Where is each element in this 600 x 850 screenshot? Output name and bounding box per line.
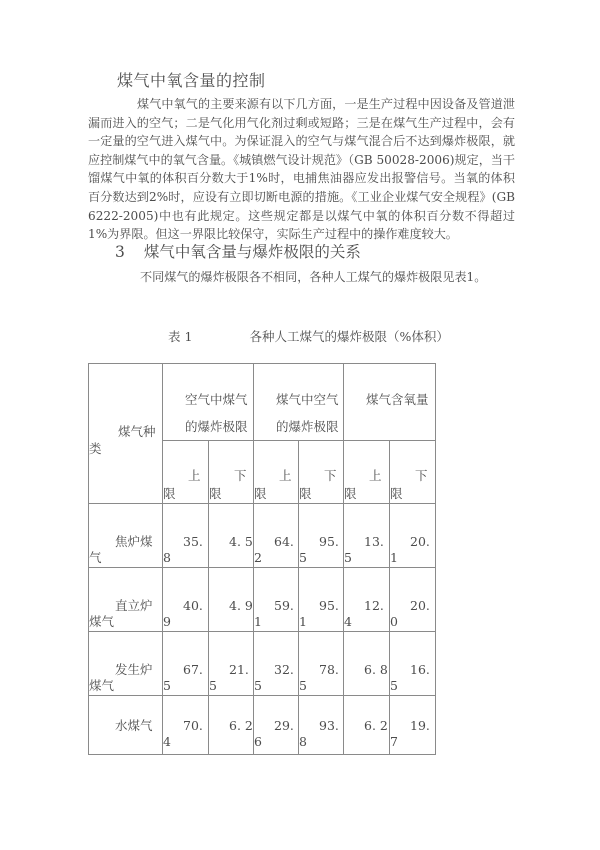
value-cell-0-5: 20. 1 <box>390 504 436 568</box>
limit-header-cell-3: 下 限 <box>299 441 344 504</box>
group-header-row <box>89 364 436 441</box>
table-caption-row <box>88 327 449 345</box>
value-cell-1-3: 95. 1 <box>299 568 344 632</box>
section-heading <box>115 240 361 262</box>
value-cell-0-0: 35. 8 <box>163 504 209 568</box>
value-cell-3-1: 6. 2 <box>209 696 254 755</box>
value-cell-1-1: 4. 9 <box>209 568 254 632</box>
value-cell-2-1: 21. 5 <box>209 632 254 696</box>
table-body <box>89 504 436 755</box>
group-header-cell-2: 煤气含氧量 <box>344 364 436 441</box>
section-number: 3 <box>115 243 125 261</box>
limit-header-cell-5: 下 限 <box>390 441 436 504</box>
limit-header-cell-0: 上 限 <box>163 441 209 504</box>
table-row <box>89 504 436 568</box>
explosion-limits-table <box>88 363 436 755</box>
gas-name-cell: 焦炉煤 气 <box>89 504 163 568</box>
table-row <box>89 696 436 755</box>
value-cell-0-3: 95. 5 <box>299 504 344 568</box>
value-cell-1-2: 59. 1 <box>254 568 299 632</box>
section-title: 煤气中氧含量与爆炸极限的关系 <box>143 243 361 261</box>
gas-name-cell: 直立炉 煤气 <box>89 568 163 632</box>
table-caption: 各种人工煤气的爆炸极限（%体积） <box>249 329 449 344</box>
group-header-cell-0: 空气中煤气 的爆炸极限 <box>163 364 254 441</box>
table-header <box>89 364 436 504</box>
value-cell-0-1: 4. 5 <box>209 504 254 568</box>
page-title: 煤气中氧含量的控制 <box>117 71 266 90</box>
limit-header-cell-4: 上 限 <box>344 441 390 504</box>
limit-header-cell-1: 下 限 <box>209 441 254 504</box>
paragraph-table-intro: 不同煤气的爆炸极限各不相同，各种人工煤气的爆炸极限见表1。 <box>140 270 487 284</box>
value-cell-0-4: 13. 5 <box>344 504 390 568</box>
value-cell-2-4: 6. 8 <box>344 632 390 696</box>
value-cell-2-3: 78. 5 <box>299 632 344 696</box>
value-cell-3-4: 6. 2 <box>344 696 390 755</box>
gas-name-cell: 发生炉 煤气 <box>89 632 163 696</box>
table-row <box>89 568 436 632</box>
table-row <box>89 632 436 696</box>
value-cell-1-5: 20. 0 <box>390 568 436 632</box>
value-cell-2-5: 16. 5 <box>390 632 436 696</box>
header-cell-gas-type: 煤气种 类 <box>89 364 163 504</box>
limit-header-cell-2: 上 限 <box>254 441 299 504</box>
value-cell-1-4: 12. 4 <box>344 568 390 632</box>
value-cell-3-5: 19. 7 <box>390 696 436 755</box>
value-cell-3-3: 93. 8 <box>299 696 344 755</box>
value-cell-3-0: 70. 4 <box>163 696 209 755</box>
value-cell-2-0: 67. 5 <box>163 632 209 696</box>
group-header-cell-1: 煤气中空气 的爆炸极限 <box>254 364 344 441</box>
value-cell-3-2: 29. 6 <box>254 696 299 755</box>
paragraph-oxygen-sources: 煤气中氧气的主要来源有以下几方面，一是生产过程中因设备及管道泄漏而进入的空气；二是气化用气化剂过剩或短路；三是在煤气生产过程中，会有一定量的空气进入煤气中。为保证混入的空气与煤气混合后不达到爆炸极限，就应控制煤气中的氧气含量。《城镇燃气设计规范》（GB 50028-2006)规定，当干馏煤气中氧的体积百分数大于1%时，电捕焦油器应发出报警信号。当氧的体积百分数达到2%时，应设有立即切断电源的措施。《工业企业煤气安全规程》(GB 6222-2005)中也有此规定。这些规定都是以煤气中氧的体积百分数不得超过1%为界限。但这一界限比较保守，实际生产过程中的操作难度较大。 <box>88 97 515 242</box>
gas-name-cell: 水煤气 <box>89 696 163 755</box>
value-cell-1-0: 40. 9 <box>163 568 209 632</box>
value-cell-2-2: 32. 5 <box>254 632 299 696</box>
table-label: 表 1 <box>168 329 193 344</box>
value-cell-0-2: 64. 2 <box>254 504 299 568</box>
